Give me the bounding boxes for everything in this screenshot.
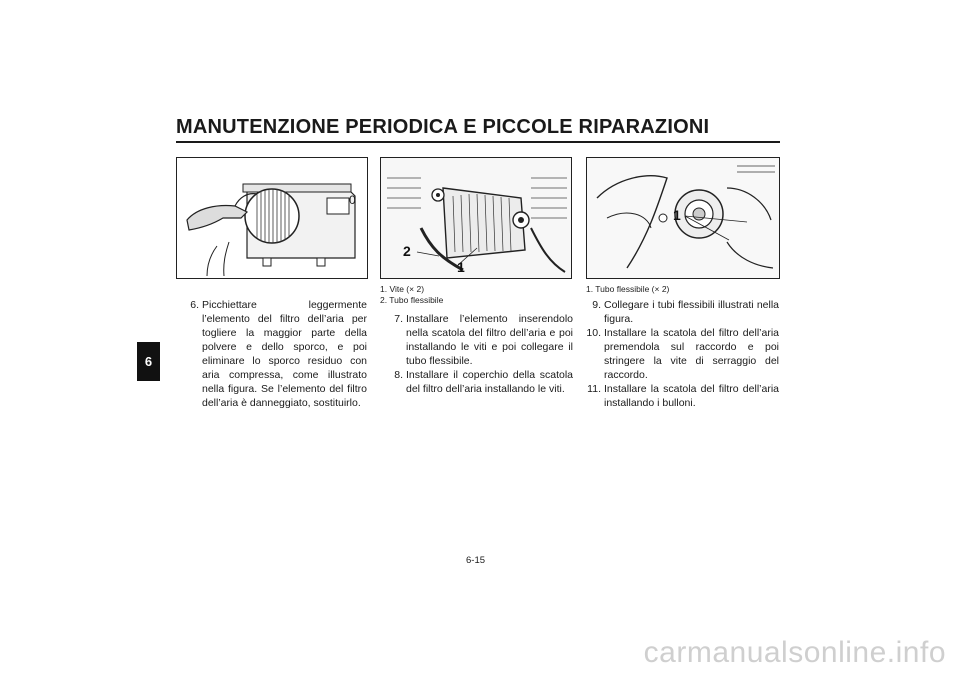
page-number: 6-15 <box>466 555 486 566</box>
step-7 <box>385 312 573 368</box>
figure-air-filter-housing <box>380 157 572 279</box>
figure-air-filter-hose <box>586 157 780 279</box>
steps-column-3 <box>583 298 779 410</box>
air-filter-cleaning-illustration <box>177 158 367 278</box>
title-rule <box>176 141 780 143</box>
step-text: Collegare i tubi flessibili illustrati nella figura. <box>604 299 779 325</box>
callout-2: 2 <box>403 243 411 259</box>
chapter-tab-label: 6 <box>144 354 153 369</box>
chapter-tab[interactable] <box>137 342 160 381</box>
svg-text:0: 0 <box>349 193 356 207</box>
legend-item: 1. Tubo flessibile (× 2) <box>586 284 670 294</box>
step-text: Picchiettare leggermente l’elemento del filtro dell’aria per togliere la maggior parte della polvere e dello sporco, e poi eliminare lo sporco residuo con aria compressa, come illustrato nella figura. Se l’elemento del filtro dell’aria è danneggiato, sostituirlo. <box>202 299 367 409</box>
watermark: carmanualsonline.info <box>643 636 946 669</box>
legend-item: 2. Tubo flessibile <box>380 295 444 305</box>
step-8 <box>385 368 573 396</box>
page-title: MANUTENZIONE PERIODICA E PICCOLE RIPARAZIONI <box>176 116 710 138</box>
step-text: Installare il coperchio della scatola del filtro dell’aria installando le viti. <box>406 369 573 395</box>
callout-1: 1 <box>457 259 465 275</box>
step-number: 9. <box>592 299 601 311</box>
step-text: Installare la scatola del filtro dell’aria premendola sul raccordo e poi stringere la vite di serraggio del raccordo. <box>604 327 779 381</box>
step-number: 11. <box>587 383 601 395</box>
figure-3-legend <box>586 284 669 295</box>
steps-column-2 <box>385 312 573 396</box>
step-6 <box>181 298 367 410</box>
steps-column-1 <box>181 298 367 410</box>
step-10 <box>583 326 779 382</box>
step-11 <box>583 382 779 410</box>
step-9 <box>583 298 779 326</box>
step-number: 6. <box>190 299 199 311</box>
air-filter-hose-illustration <box>587 158 779 278</box>
legend-item: 1. Vite (× 2) <box>380 284 425 294</box>
step-number: 7. <box>394 313 403 325</box>
step-text: Installare l’elemento inserendolo nella scatola del filtro dell’aria e poi installando le viti e poi collegare il tubo flessibile. <box>406 313 573 367</box>
air-filter-housing-illustration <box>381 158 571 278</box>
callout-1: 1 <box>673 207 681 223</box>
step-number: 10. <box>586 327 601 339</box>
step-number: 8. <box>394 369 403 381</box>
step-text: Installare la scatola del filtro dell’aria installando i bulloni. <box>604 383 779 409</box>
figure-air-filter-cleaning <box>176 157 368 279</box>
figure-2-legend <box>380 284 443 306</box>
